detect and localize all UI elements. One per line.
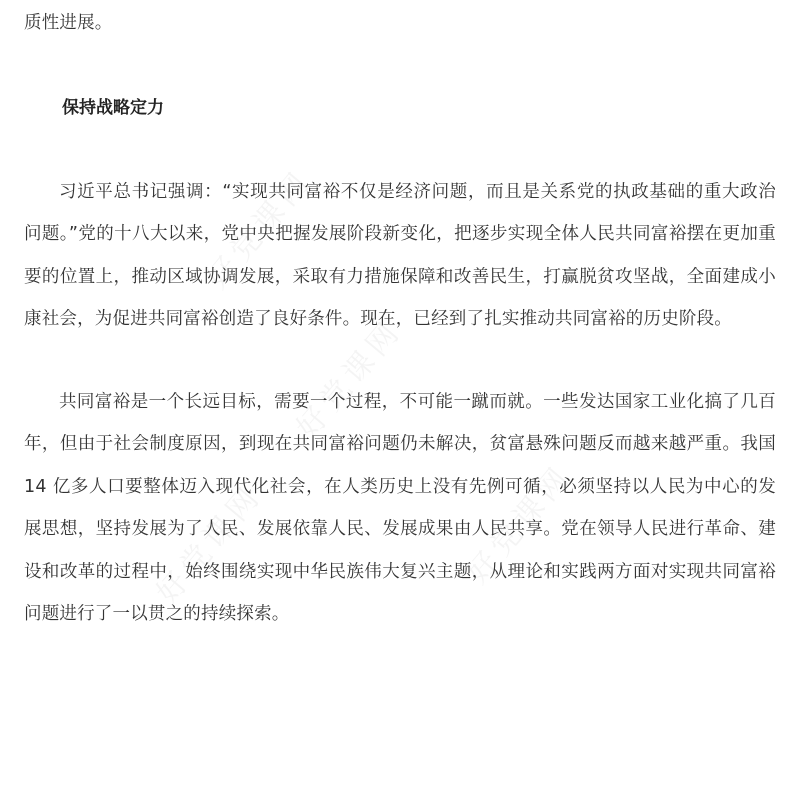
spacer — [24, 45, 776, 87]
watermark-4: 好党课网 — [459, 457, 580, 591]
watermark-1: 好党课网 — [199, 162, 320, 296]
spacer — [24, 341, 776, 381]
article-body — [24, 0, 776, 636]
paragraph-lead-tail: 质性进展。 — [24, 13, 113, 33]
paragraph-2: 共同富裕是一个长远目标，需要一个过程，不可能一蹴而就。一些发达国家工业化搞了几百年，但由于社会制度原因，到现在共同富裕问题仍未解决，贫富悬殊问题反而越来越严重。我国 14 亿多人口要整体迈入现代化社会，在人类历史上没有先例可循，必须坚持以人民为中心的发展思想，坚持发展为了人民、发展依靠人民、发展成果由人民共享。党在领导人民进行革命、建设和改革的过程中，始终围绕实现中华民族伟大复兴主题，从理论和实践两方面对实现共同富裕问题进行了一以贯之的持续探索。 — [24, 391, 776, 624]
section-heading: 保持战略定力 — [62, 97, 164, 118]
paragraph-1: 习近平总书记强调：“实现共同富裕不仅是经济问题，而且是关系党的执政基础的重大政治问题。”党的十八大以来，党中央把握发展阶段新变化，把逐步实现全体人民共同富裕摆在更加重要的位置上，推动区域协调发展，采取有力措施保障和改善民生，打赢脱贫攻坚战，全面建成小康社会，为促进共同富裕创造了良好条件。现在，已经到了扎实推动共同富裕的历史阶段。 — [24, 181, 776, 329]
watermark-2: 好党课网 — [289, 312, 410, 446]
watermark-3: 好党课网 — [149, 477, 270, 611]
spacer — [24, 129, 776, 171]
